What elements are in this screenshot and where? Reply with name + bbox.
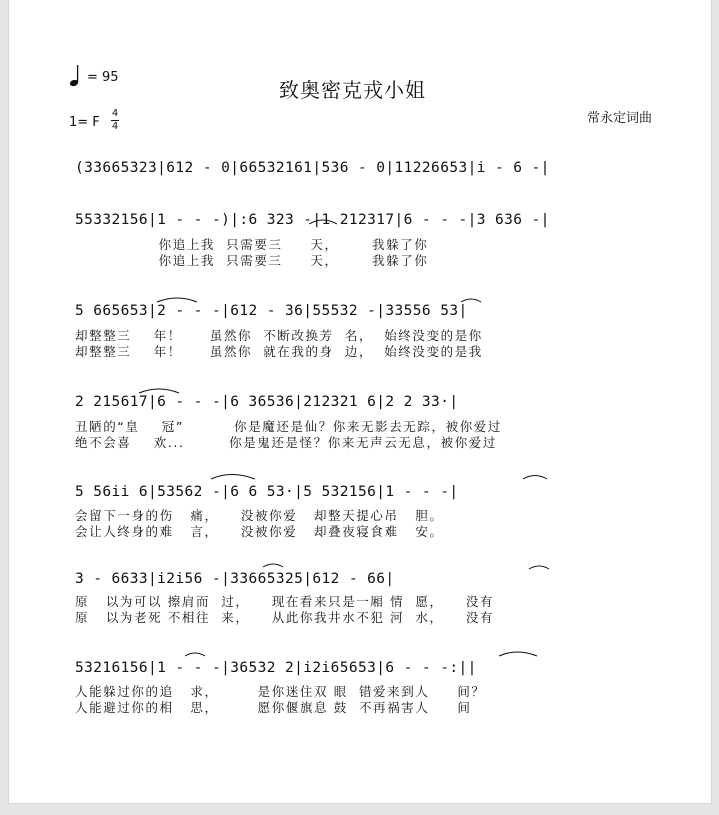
time-signature-top: 4 xyxy=(111,108,119,119)
composer-credit: 常永定词曲 xyxy=(587,111,653,126)
key-signature: 1= F xyxy=(69,115,100,130)
notation-line-4: 2 215617|6 - - -|6 36536|212321 6|2 2 33·| xyxy=(75,394,459,410)
lyric-line-2b: 你追上我 只需要三 天， 我躲了你 xyxy=(75,253,429,268)
lyric-line-6a: 原 以为可以 擦肩而 过， 现在看来只是一厢 情 愿， 没有 xyxy=(75,594,495,609)
tempo-marking: = 95 xyxy=(87,70,119,85)
notation-line-3: 5 665653|2 - - -|612 - 36|55532 -|33556 53| xyxy=(75,303,468,319)
time-signature-bottom: 4 xyxy=(111,121,119,132)
lyric-line-3b: 却整整三 年！ 虽然你 就在我的身 边， 始终没变的是我 xyxy=(75,344,483,359)
lyric-line-3a: 却整整三 年！ 虽然你 不断改换芳 名， 始终没变的是你 xyxy=(75,328,483,343)
notation-line-2: 55332156|1 - - -)|:6 323 -|1 212317|6 - - -|3 636 -| xyxy=(75,212,550,228)
lyric-line-7b: 人能避过你的相 思， 愿你偃旗息 鼓 不再祸害人 间 xyxy=(75,700,472,715)
lyric-line-5a: 会留下一身的伤 痛， 没被你爱 却整天提心吊 胆。 xyxy=(75,508,444,523)
lyric-line-7a: 人能躲过你的追 求， 是你迷住双 眼 错爱来到人 间？ xyxy=(75,684,486,699)
lyric-line-4a: 丑陋的“皇 冠” 你是魔还是仙？你来无影去无踪，被你爱过 xyxy=(75,419,503,434)
song-title: 致奥密克戎小姐 xyxy=(279,78,426,102)
lyric-line-2a: 你追上我 只需要三 天， 我躲了你 xyxy=(75,237,429,252)
slur-marks xyxy=(9,0,711,803)
lyric-line-6b: 原 以为老死 不相往 来， 从此你我井水不犯 河 水， 没有 xyxy=(75,610,495,625)
notation-line-1: (33665323|612 - 0|66532161|536 - 0|11226653|i - 6 -| xyxy=(75,160,550,176)
lyric-line-4b: 绝不会喜 欢... 你是鬼还是怪？你来无声云无息，被你爱过 xyxy=(75,435,498,450)
notation-line-6: 3 - 6633|i2i56 -|33665325|612 - 66| xyxy=(75,571,395,587)
notation-line-7: 53216156|1 - - -|36532 2|i2i65653|6 - - -:|| xyxy=(75,660,477,676)
notation-line-5: 5 56ii 6|53562 -|6 6 53·|5 532156|1 - - -| xyxy=(75,484,459,500)
lyric-line-5b: 会让人终身的难 言， 没被你爱 却叠夜寝食难 安。 xyxy=(75,524,444,539)
score-sheet xyxy=(8,0,712,804)
